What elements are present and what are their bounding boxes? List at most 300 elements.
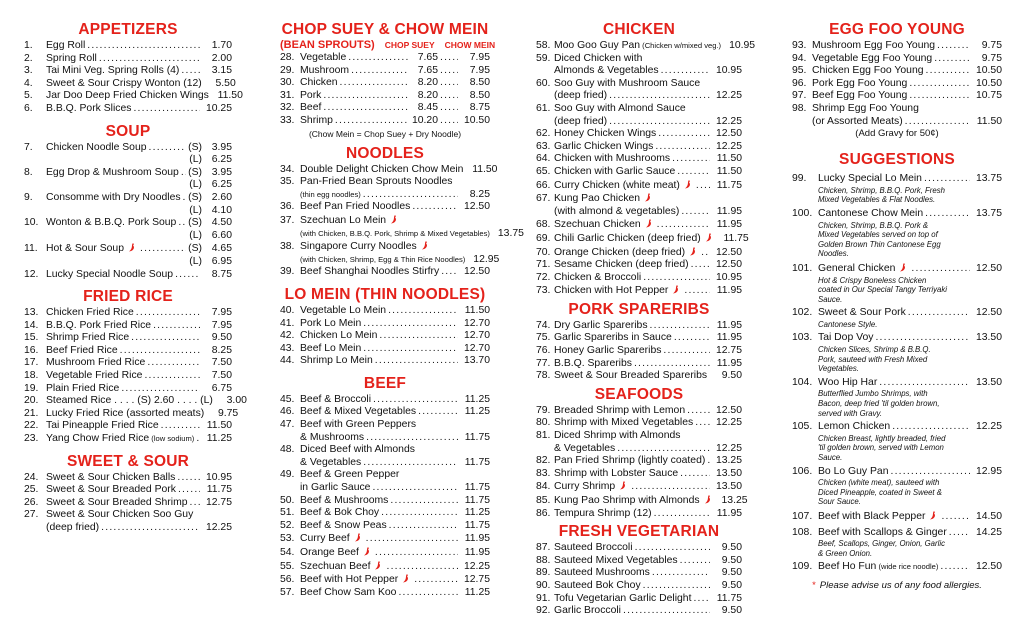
item-number: 66.: [536, 179, 551, 191]
item-name: Steamed Rice . . . . (S) 2.60 . . . . (L): [46, 395, 213, 407]
section-heading: SEAFOODS: [594, 385, 684, 403]
item-name: Tai Mini Veg. Spring Rolls (4): [46, 65, 180, 77]
item-number: 10.: [24, 217, 39, 229]
item-number: 97.: [792, 90, 807, 102]
leader-dots: [623, 605, 710, 618]
item-number: 84.: [536, 481, 551, 493]
item-number: 98.: [792, 102, 807, 114]
leader-dots: [390, 495, 458, 508]
menu-column-4: [792, 20, 1002, 592]
section-heading: SOUP: [105, 122, 151, 140]
item-price: 10.50: [975, 77, 1002, 89]
menu-item: [280, 65, 490, 78]
item-name: Woo Hip Har: [818, 376, 878, 388]
leader-dots: [908, 307, 970, 320]
item-price: 3.00: [226, 395, 247, 407]
section-heading: FRESH VEGETARIAN: [558, 523, 720, 541]
menu-item: [536, 153, 742, 166]
item-name: Vegetable Egg Foo Young: [812, 52, 933, 64]
item-number: 36.: [280, 201, 295, 213]
menu-item: [280, 201, 490, 214]
item-price: 9.75: [981, 52, 1002, 64]
chili-pepper-icon: [419, 240, 429, 250]
item-name: Shrimp with Mixed Vegetables: [554, 417, 694, 429]
soup-size: (L): [189, 255, 202, 267]
menu-item: [792, 103, 1002, 116]
item-name: Dry Garlic Spareribs: [554, 319, 648, 331]
item-name: Garlic Broccoli: [554, 605, 621, 617]
item-number: 47.: [280, 419, 295, 431]
item-name: Beef Shanghai Noodles Stirfry: [300, 266, 440, 278]
item-price: 11.95: [716, 219, 742, 231]
leader-dots: [373, 394, 458, 407]
item-price: 6.25: [211, 179, 232, 191]
menu-item: [536, 141, 742, 154]
menu-item: [280, 457, 490, 470]
item-price: 12.50: [975, 262, 1002, 274]
menu-item: [24, 332, 232, 345]
item-price: 10.95: [715, 271, 742, 283]
section-heading: EGG FOO YOUNG: [829, 21, 965, 38]
menu-item: [536, 443, 742, 456]
item-number: 103.: [792, 332, 813, 344]
item-name: Sweet & Sour Chicken Balls: [46, 471, 176, 483]
item-price: 10.95: [715, 65, 742, 77]
item-name: Beef & Snow Peas: [300, 519, 387, 531]
chow-mein-note: (Chow Mein = Chop Suey + Dry Noodle): [308, 128, 462, 139]
item-name: Chicken Noodle Soup: [46, 141, 147, 153]
leader-dots: [440, 115, 458, 128]
menu-item: [280, 432, 490, 445]
leader-dots: [680, 468, 710, 481]
chili-pepper-icon: [643, 218, 653, 228]
item-name: (or Assorted Meats): [812, 115, 903, 127]
menu-item-cont: [24, 205, 232, 218]
item-price: 13.25: [715, 455, 742, 467]
item-price: 13.50: [975, 376, 1002, 388]
menu-item: [792, 561, 1002, 574]
item-name: Vegetable Fried Rice: [46, 370, 143, 382]
item-number: 55.: [280, 560, 295, 572]
item-number: 93.: [792, 40, 807, 51]
leader-dots: [133, 103, 200, 116]
item-number: 41.: [280, 317, 295, 329]
chili-pepper-icon: [687, 246, 697, 256]
leader-dots: [924, 173, 970, 186]
leader-dots: [609, 116, 710, 129]
chili-pepper-icon: [703, 232, 713, 242]
menu-item: [536, 508, 742, 521]
item-price: 14.50: [975, 510, 1002, 522]
item-price: 10.50: [975, 65, 1002, 77]
item-number: 59.: [536, 52, 551, 64]
item-number: 13.: [24, 307, 39, 319]
item-name: Bo Lo Guy Pan: [818, 465, 889, 477]
leader-dots: [911, 263, 970, 276]
item-name: Lemon Chicken: [818, 421, 891, 433]
leader-dots: [178, 217, 186, 230]
menu-item: [24, 217, 232, 230]
item-name: Sauteed Bok Choy: [554, 579, 641, 591]
item-number: 63.: [536, 140, 551, 152]
item-number: 28.: [280, 52, 295, 63]
item-number: 81.: [536, 430, 551, 442]
menu-item: [24, 509, 232, 522]
item-name: Lucky Special Noodle Soup: [46, 268, 174, 280]
item-number: 65.: [536, 165, 551, 177]
item-price: 11.95: [716, 332, 742, 344]
menu-item: [792, 421, 1002, 434]
soup-size: (S): [188, 217, 202, 229]
item-price: 12.25: [715, 140, 742, 152]
chop-suey-column-label: CHOP SUEY: [384, 40, 435, 50]
item-price: 9.50: [721, 542, 742, 554]
section-heading: BEEF: [363, 374, 407, 392]
menu-item: [280, 394, 490, 407]
menu-item: [536, 246, 742, 260]
menu-item: [536, 567, 742, 580]
leader-dots: [691, 259, 710, 272]
item-price: 12.50: [715, 246, 742, 258]
leader-dots: [890, 466, 970, 479]
item-name: Chicken Fried Rice: [46, 307, 134, 319]
leader-dots: [658, 128, 710, 141]
item-number: 88.: [536, 554, 551, 566]
menu-item: [280, 406, 490, 419]
item-name: B.B.Q. Pork Slices: [46, 102, 132, 114]
soup-size: (L): [189, 179, 202, 191]
item-name: Chicken Egg Foo Young: [812, 65, 924, 77]
menu-item: [792, 40, 1002, 53]
item-number: 43.: [280, 342, 295, 354]
item-number: 33.: [280, 114, 295, 126]
menu-item: [792, 173, 1002, 186]
item-number: 61.: [536, 102, 551, 114]
item-number: 109.: [792, 561, 813, 573]
item-price: 6.60: [211, 229, 232, 241]
item-price: 11.25: [464, 393, 490, 405]
leader-dots: [909, 90, 970, 103]
item-number: 57.: [280, 586, 295, 598]
menu-item: [280, 482, 490, 495]
item-price: 12.50: [715, 404, 742, 416]
leader-dots: [351, 65, 408, 78]
leader-dots: [657, 219, 710, 232]
leader-dots: [643, 580, 710, 593]
item-name: Cantonese Chow Mein: [818, 207, 924, 219]
leader-dots: [684, 285, 710, 298]
item-price: 11.95: [464, 547, 490, 558]
item-number: 102.: [792, 307, 813, 319]
item-number: 50.: [280, 494, 295, 506]
menu-item: [536, 593, 742, 606]
menu-item: [280, 444, 490, 457]
menu-item: [280, 587, 490, 600]
menu-item: [536, 284, 742, 298]
chop-suey-subheader: [280, 38, 496, 52]
menu-item: [536, 494, 748, 508]
menu-item: [24, 142, 232, 155]
leader-dots: [323, 90, 408, 103]
item-name: B.B.Q. Spareribs: [554, 357, 632, 369]
leader-dots: [196, 433, 200, 446]
chili-pepper-icon: [670, 284, 680, 294]
item-number: 12.: [24, 268, 39, 280]
menu-item: [280, 330, 490, 343]
chili-pepper-icon: [126, 242, 136, 252]
leader-dots: [121, 383, 200, 396]
chili-pepper-icon: [682, 179, 692, 189]
menu-item: [536, 370, 742, 383]
menu-item-cont: [24, 256, 232, 269]
item-price: 14.25: [975, 526, 1002, 538]
item-name: Jar Doo Deep Fried Chicken Wings: [46, 90, 209, 102]
menu-item: [280, 343, 490, 356]
item-price: 5.50: [215, 77, 236, 89]
leader-dots: [161, 420, 200, 433]
item-name: Double Delight Chicken Chow Mein: [300, 163, 464, 175]
item-name: Sweet & Sour Crispy Wonton (12): [46, 77, 202, 89]
menu-item: [280, 520, 490, 533]
chop-suey-price: 8.20: [417, 77, 438, 89]
item-price: 9.75: [217, 407, 239, 419]
chili-pepper-icon: [927, 510, 937, 520]
leader-dots: [366, 432, 458, 445]
menu-item: [536, 555, 742, 568]
leader-dots: [643, 272, 710, 285]
leader-dots: [681, 206, 710, 219]
menu-item: [280, 495, 490, 508]
menu-item: [792, 377, 1002, 390]
section-heading: APPETIZERS: [78, 21, 178, 38]
item-number: 27.: [24, 509, 39, 521]
item-name: Sauteed Broccoli: [554, 542, 633, 554]
menu-item: [24, 320, 232, 333]
item-number: 99.: [792, 173, 807, 185]
item-price: 11.75: [723, 232, 749, 244]
leader-dots: [147, 357, 200, 370]
item-price: 11.50: [976, 115, 1002, 127]
menu-item: [24, 242, 232, 256]
menu-item: [24, 420, 232, 433]
item-price: 12.25: [205, 522, 232, 533]
allergy-text: Please advise us of any food allergies.: [819, 579, 982, 591]
leader-dots: [892, 421, 970, 434]
chow-mein-price: 8.50: [469, 77, 490, 89]
leader-dots: [875, 332, 970, 345]
item-price: 12.25: [715, 417, 742, 429]
item-name: Vegetable Lo Mein: [300, 304, 387, 316]
menu-item: [536, 358, 742, 371]
item-price: 9.50: [721, 605, 742, 617]
chow-mein-price: 8.50: [469, 89, 490, 101]
item-number: 101.: [792, 262, 813, 274]
item-number: 2.: [24, 52, 33, 64]
menu-column-3: [536, 20, 756, 618]
leader-dots: [99, 53, 200, 66]
item-price: 11.95: [716, 285, 742, 297]
item-name: Beef with Hot Pepper: [300, 573, 412, 587]
item-note: (with Chicken, B.B.Q. Pork, Shrimp & Mixed Vegetables): [300, 228, 490, 238]
leader-dots: [340, 77, 408, 90]
leader-dots: [672, 153, 710, 166]
item-number: 52.: [280, 519, 295, 531]
menu-item: [280, 419, 490, 432]
leader-dots: [363, 343, 458, 356]
soup-size: (S): [188, 243, 202, 255]
item-name: Beef with Black Pepper: [818, 510, 939, 524]
menu-item: [792, 307, 1002, 320]
item-price: 11.75: [464, 482, 490, 494]
menu-item: [24, 345, 232, 358]
leader-dots: [348, 52, 408, 65]
item-name: Breaded Shrimp with Lemon: [554, 404, 686, 416]
menu-item: [280, 546, 490, 560]
item-number: 37.: [280, 214, 295, 226]
menu-item: [280, 163, 498, 177]
menu-item: [24, 192, 232, 205]
menu-item: [24, 40, 232, 53]
item-price: 12.25: [715, 442, 742, 454]
item-price: 11.75: [464, 519, 490, 531]
item-price: 10.25: [205, 102, 232, 114]
menu-item: [280, 266, 490, 279]
item-name: Wonton & B.B.Q. Pork Soup: [46, 217, 177, 229]
menu-item: [536, 90, 742, 103]
item-number: 3.: [24, 65, 33, 77]
menu-item: [24, 103, 232, 116]
item-number: 45.: [280, 393, 295, 405]
leader-dots: [674, 332, 710, 345]
item-number: 62.: [536, 128, 551, 140]
item-name: Sweet & Sour Breaded Spareribs: [554, 370, 708, 382]
item-name: B.B.Q. Pork Fried Rice: [46, 319, 152, 331]
item-number: 23.: [24, 433, 39, 445]
item-number: 4.: [24, 77, 33, 89]
item-name: Beef & Mushrooms: [300, 494, 389, 506]
menu-item: [280, 469, 490, 482]
item-name: Consomme with Dry Noodles: [46, 191, 181, 203]
item-name: Beef & Green Pepper: [300, 469, 400, 481]
menu-item: [24, 484, 232, 497]
menu-item: [792, 116, 1002, 129]
item-price: 11.50: [716, 165, 742, 177]
item-price: 3.95: [211, 166, 232, 178]
item-number: 31.: [280, 89, 295, 101]
item-name: Tai Dop Voy: [818, 332, 874, 344]
leader-dots: [701, 247, 710, 260]
item-name: Curry Chicken (white meat): [554, 179, 694, 193]
item-number: 48.: [280, 444, 295, 456]
item-price: 4.65: [211, 243, 232, 255]
item-price: 7.95: [211, 307, 232, 319]
item-name: (deep fried): [554, 115, 608, 127]
item-number: 100.: [792, 207, 813, 219]
leader-dots: [381, 507, 458, 520]
menu-item: [24, 370, 232, 383]
soup-size: (L): [189, 204, 202, 216]
item-number: 68.: [536, 219, 551, 231]
item-price: 12.75: [205, 496, 232, 508]
item-name: General Chicken: [818, 262, 909, 276]
item-name: in Garlic Sauce: [300, 482, 371, 494]
section-heading: SUGGESTIONS: [839, 151, 955, 169]
item-number: 51.: [280, 507, 295, 519]
menu-column-1: [24, 20, 247, 535]
menu-item: [536, 103, 742, 116]
item-name: Beef with Scallops & Ginger: [818, 526, 947, 538]
item-name: Mushroom Fried Rice: [46, 357, 146, 369]
item-price: 12.25: [715, 115, 742, 127]
item-name: Lucky Special Lo Mein: [818, 173, 922, 185]
item-price: 12.75: [715, 345, 742, 357]
leader-dots: [635, 542, 710, 555]
item-name: Beef Egg Foo Young: [812, 90, 908, 102]
item-name: Plain Fried Rice: [46, 382, 120, 394]
menu-item-cont: [24, 179, 232, 192]
menu-item: [24, 65, 232, 78]
menu-item: [280, 318, 490, 331]
leader-dots: [650, 320, 710, 333]
item-price: 12.95: [473, 253, 500, 265]
menu-item: [280, 176, 490, 189]
item-number: 8.: [24, 166, 33, 178]
chop-suey-price: 7.65: [417, 64, 438, 76]
item-name: Chili Garlic Chicken (deep fried): [554, 232, 715, 246]
item-number: 106.: [792, 465, 813, 477]
item-name: Orange Beef: [300, 546, 373, 560]
item-number: 95.: [792, 65, 807, 77]
item-price: 13.70: [463, 355, 490, 367]
leader-dots: [696, 180, 710, 193]
leader-dots: [661, 65, 710, 78]
chili-pepper-icon: [702, 494, 712, 504]
item-name: Beef with Green Peppers: [300, 419, 417, 431]
item-name: Szechuan Chicken: [554, 218, 655, 232]
leader-dots: [101, 522, 200, 535]
item-number: 79.: [536, 404, 551, 416]
item-name: Pan Fried Shrimp (lightly coated): [554, 455, 706, 467]
item-name: Honey Garlic Spareribs: [554, 345, 662, 357]
item-price: 13.50: [975, 332, 1002, 344]
menu-item: [280, 305, 490, 318]
item-name: Shrimp Egg Foo Young: [812, 102, 919, 114]
soup-size: (L): [189, 154, 202, 166]
item-number: 6.: [24, 102, 33, 114]
item-price: 11.25: [464, 507, 490, 519]
item-price: 11.50: [217, 90, 243, 102]
item-price: 12.70: [463, 342, 490, 354]
menu-item: [792, 510, 1002, 524]
item-number: 78.: [536, 370, 551, 382]
item-number: 77.: [536, 357, 551, 369]
menu-item-cont: [24, 154, 232, 167]
item-name: Pork: [300, 89, 322, 101]
item-name: Egg Roll: [46, 40, 86, 51]
leader-dots: [609, 90, 710, 103]
item-name: Beef Lo Mein: [300, 342, 362, 354]
item-price: 2.00: [211, 52, 232, 64]
item-price: 11.25: [464, 586, 490, 598]
item-price: 7.50: [211, 357, 232, 369]
leader-dots: [652, 567, 710, 580]
item-number: 71.: [536, 259, 551, 271]
item-name: Diced Shrimp with Almonds: [554, 430, 681, 442]
item-name: Chicken with Garlic Sauce: [554, 165, 676, 177]
item-number: 46.: [280, 406, 295, 418]
allergy-star: *: [812, 579, 816, 591]
item-number: 22.: [24, 420, 39, 432]
